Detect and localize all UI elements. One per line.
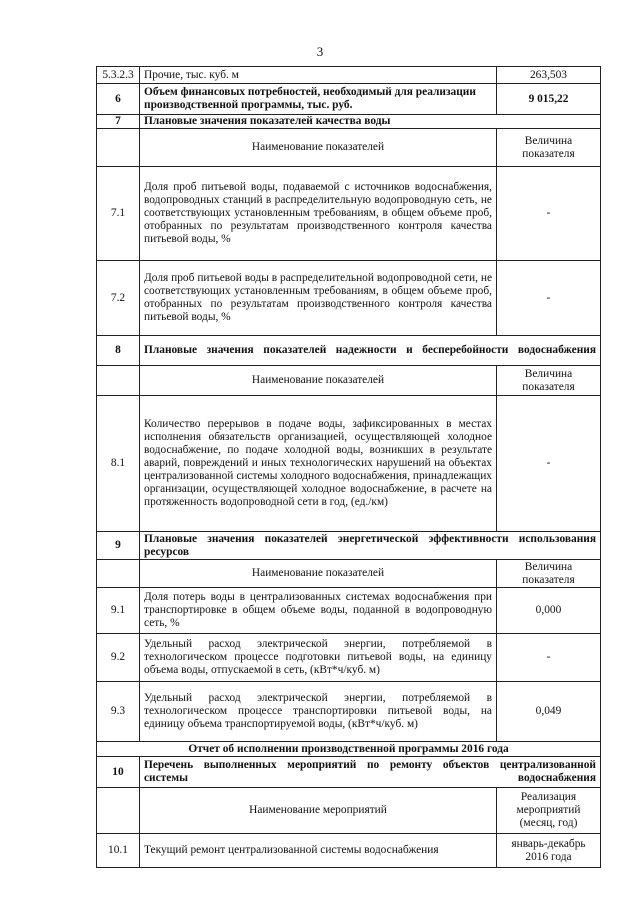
- table-row: [97, 396, 601, 532]
- page-number: 3: [316, 44, 324, 59]
- row-text: Количество перерывов в подаче воды, зафиксированных в местах исполнения обязательств организацией, осуществляющей холодное водоснабжение, по подаче холодной воды, возникших в результате аварий, повреждений и иных технологических нарушений на объектах централизованной системы холодного водоснабжения, принадлежащих организации, осуществляющей холодное водоснабжение, в расчете на протяженность водопроводной сети в год, (ед./км): [140, 396, 497, 532]
- row-text: Доля проб питьевой воды в распределительной водопроводной сети, не соответствующих установленным требованиям, в общем объеме проб, отобранных по результатам производственного контроля качества питьевой воды, %: [140, 261, 497, 336]
- section-title: Перечень выполненных мероприятий по ремонту объектов централизованной системы водоснабжения: [140, 757, 601, 788]
- row-value: 0,000: [497, 588, 601, 634]
- section-title: Плановые значения показателей надежности и бесперебойности водоснабжения: [140, 336, 601, 366]
- section-header-row: [97, 336, 601, 366]
- row-value: -: [497, 167, 601, 261]
- row-value: 9 015,22: [497, 84, 601, 115]
- section-number: 10: [97, 757, 140, 788]
- section-number: 9: [97, 532, 140, 560]
- section-title: Плановые значения показателей качества воды: [140, 115, 601, 129]
- section-number: 7: [97, 115, 140, 129]
- row-number: 7.2: [97, 261, 140, 336]
- row-text: Текущий ремонт централизованной системы водоснабжения: [140, 834, 497, 868]
- column-header-row: [97, 788, 601, 834]
- row-value: январь-декабрь 2016 года: [497, 834, 601, 868]
- column-header-name: Наименование показателей: [140, 129, 497, 167]
- row-text: Объем финансовых потребностей, необходимый для реализации производственной программы, тыс. руб.: [140, 84, 497, 115]
- row-number: 9.2: [97, 634, 140, 682]
- row-text: Удельный расход электрической энергии, потребляемой в технологическом процессе транспортировки питьевой воды, на единицу объема транспортируемой воды, (кВт*ч/куб. м): [140, 682, 497, 742]
- row-value: -: [497, 396, 601, 532]
- column-header-row: [97, 129, 601, 167]
- column-header-value: Величина показателя: [497, 560, 601, 588]
- row-number: 5.3.2.3: [97, 67, 140, 84]
- row-text: Удельный расход электрической энергии, потребляемой в технологическом процессе подготовки питьевой воды, на единицу объема воды, отпускаемой в сеть, (кВт*ч/куб. м): [140, 634, 497, 682]
- section-header-row: [97, 115, 601, 129]
- table-row: [97, 682, 601, 742]
- table-row: [97, 167, 601, 261]
- table-row: [97, 67, 601, 84]
- report-title: Отчет об исполнении производственной программы 2016 года: [97, 742, 601, 757]
- column-header-value: Величина показателя: [497, 366, 601, 396]
- table-row: [97, 84, 601, 115]
- report-title-row: [97, 742, 601, 757]
- column-header-name: Наименование показателей: [140, 366, 497, 396]
- row-text: Прочие, тыс. куб. м: [140, 67, 497, 84]
- column-header-value: Величина показателя: [497, 129, 601, 167]
- section-title: Плановые значения показателей энергетической эффективности использования ресурсов: [140, 532, 601, 560]
- row-number: 7.1: [97, 167, 140, 261]
- row-number: 9.3: [97, 682, 140, 742]
- table-row: [97, 588, 601, 634]
- row-value: -: [497, 261, 601, 336]
- row-number: 9.1: [97, 588, 140, 634]
- column-header-name: Наименование мероприятий: [140, 788, 497, 834]
- row-text: Доля проб питьевой воды, подаваемой с источников водоснабжения, водопроводных станций в распределительную водопроводную сеть, не соответствующих установленным требованиям, в общем объеме проб, отобранных по результатам производственного контроля качества питьевой воды, %: [140, 167, 497, 261]
- row-text: Доля потерь воды в централизованных системах водоснабжения при транспортировке в общем объеме воды, поданной в водопроводную сеть, %: [140, 588, 497, 634]
- table-row: [97, 634, 601, 682]
- column-header-value: Реализация мероприятий (месяц, год): [497, 788, 601, 834]
- production-program-table: [96, 66, 601, 868]
- row-number: 8.1: [97, 396, 140, 532]
- row-number: 6: [97, 84, 140, 115]
- row-value: -: [497, 634, 601, 682]
- column-header-row: [97, 366, 601, 396]
- row-value: 0,049: [497, 682, 601, 742]
- column-header-row: [97, 560, 601, 588]
- column-header-name: Наименование показателей: [140, 560, 497, 588]
- section-header-row: [97, 532, 601, 560]
- section-number: 8: [97, 336, 140, 366]
- row-value: 263,503: [497, 67, 601, 84]
- section-header-row: [97, 757, 601, 788]
- row-number: 10.1: [97, 834, 140, 868]
- table-row: [97, 834, 601, 868]
- table-row: [97, 261, 601, 336]
